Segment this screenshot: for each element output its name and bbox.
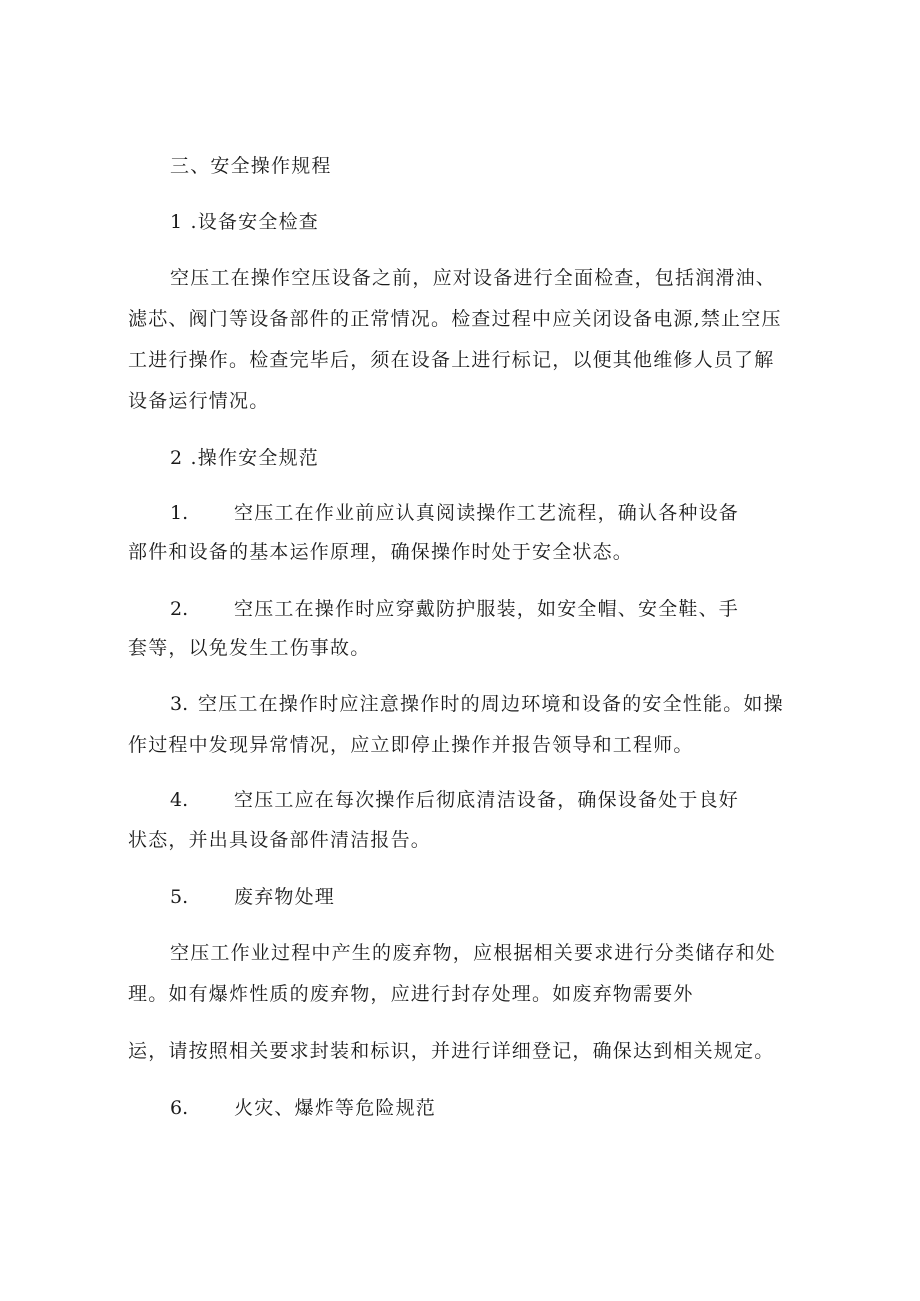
sub1-line-2: 滤芯、阀门等设备部件的正常情况。检查过程中应关闭设备电源,禁止空压 bbox=[128, 308, 782, 330]
item-5-line-1: 空压工作业过程中产生的废弃物，应根据相关要求进行分类储存和处 bbox=[170, 942, 777, 964]
item-number: 4. bbox=[170, 789, 189, 811]
item-1-line-2: 部件和设备的基本运作原理，确保操作时处于安全状态。 bbox=[128, 541, 634, 563]
item-number: 1. bbox=[170, 502, 189, 524]
item-number: 2. bbox=[170, 598, 189, 620]
item-number: 3. bbox=[170, 693, 189, 715]
item-5-line-3: 运，请按照相关要求封装和标识，并进行详细登记，确保达到相关规定。 bbox=[128, 1040, 775, 1062]
item-3-line-2: 作过程中发现异常情况，应立即停止操作并报告领导和工程师。 bbox=[128, 734, 694, 756]
sub1-heading: 1 .设备安全检查 bbox=[170, 211, 319, 233]
item-number: 6. bbox=[170, 1097, 189, 1119]
item-2-line-1: 空压工在操作时应穿戴防护服装，如安全帽、安全鞋、手 bbox=[234, 598, 740, 620]
item-4-line-2: 状态，并出具设备部件清洁报告。 bbox=[128, 829, 432, 851]
sub1-line-1: 空压工在操作空压设备之前，应对设备进行全面检查，包括润滑油、 bbox=[170, 267, 777, 289]
item-2-line-2: 套等，以免发生工伤事故。 bbox=[128, 637, 371, 659]
item-5-line-2: 理。如有爆炸性质的废弃物，应进行封存处理。如废弃物需要外 bbox=[128, 983, 694, 1005]
item-3-line-1: 空压工在操作时应注意操作时的周边环境和设备的安全性能。如操 bbox=[198, 693, 784, 715]
item-1-line-1: 空压工在作业前应认真阅读操作工艺流程，确认各种设备 bbox=[234, 502, 740, 524]
sub2-heading: 2 .操作安全规范 bbox=[170, 447, 319, 469]
section-title: 三、安全操作规程 bbox=[170, 155, 332, 177]
item-6-label: 火灾、爆炸等危险规范 bbox=[234, 1097, 437, 1119]
sub1-line-4: 设备运行情况。 bbox=[128, 390, 270, 412]
sub1-line-3: 工进行操作。检查完毕后，须在设备上进行标记，以便其他维修人员了解 bbox=[128, 349, 775, 371]
item-4-line-1: 空压工应在每次操作后彻底清洁设备，确保设备处于良好 bbox=[234, 789, 740, 811]
item-5-label: 废弃物处理 bbox=[234, 886, 336, 908]
item-number: 5. bbox=[170, 886, 189, 908]
